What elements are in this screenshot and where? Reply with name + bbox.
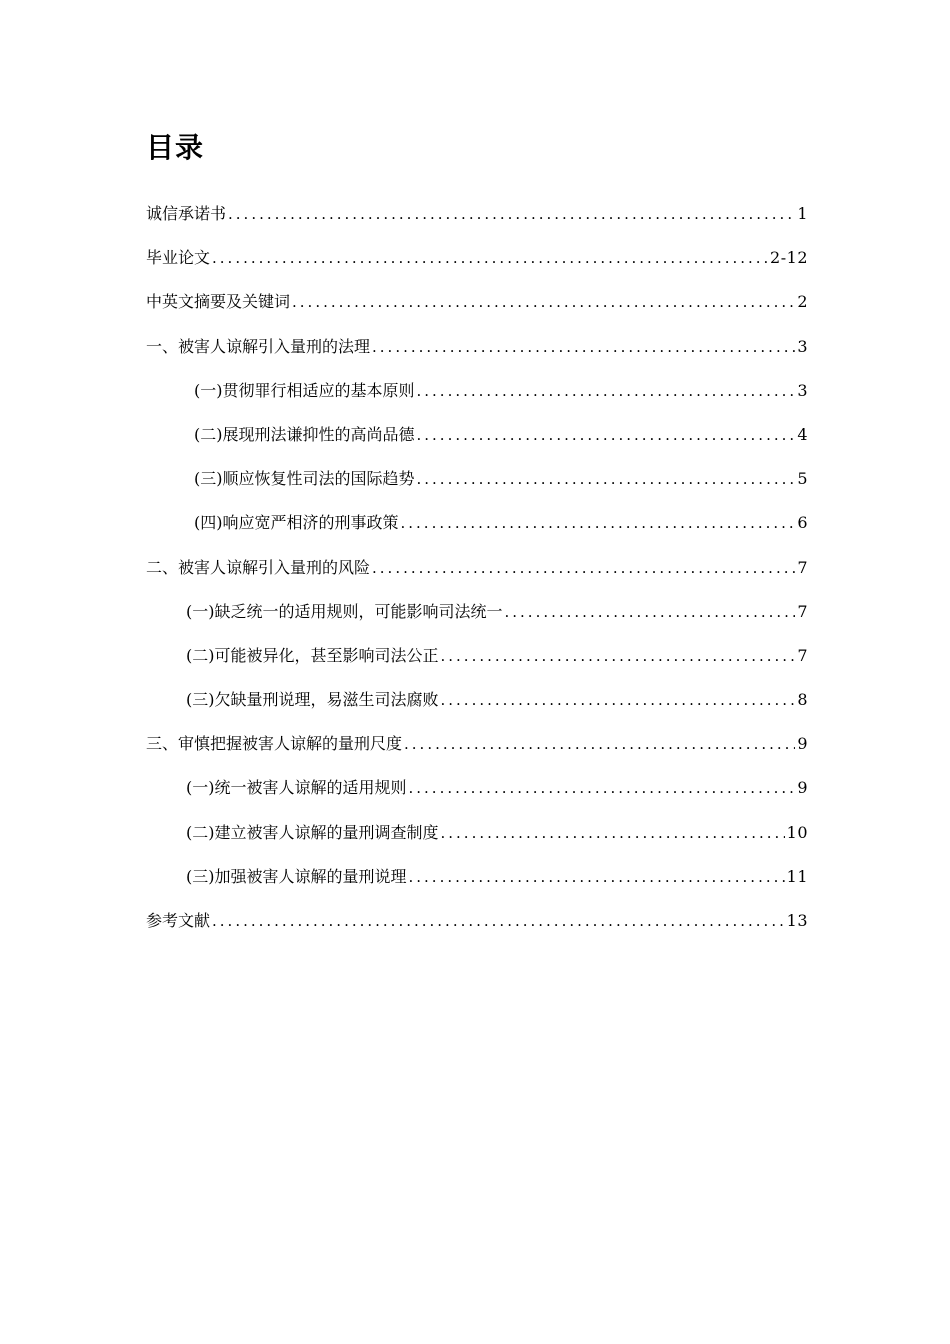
- toc-list: [146, 202, 808, 953]
- toc-entry-label: (二)展现刑法谦抑性的高尚品德: [194, 424, 415, 444]
- toc-entry[interactable]: [146, 423, 808, 467]
- toc-entry-page-number: 2: [797, 292, 808, 312]
- toc-entry-label: (四)响应宽严相济的刑事政策: [194, 513, 399, 533]
- toc-entry-label: (一)缺乏统一的适用规则，可能影响司法统一: [186, 601, 503, 621]
- toc-entry-label: (二)建立被害人谅解的量刑调查制度: [186, 822, 439, 842]
- toc-entry[interactable]: [146, 776, 808, 820]
- toc-entry-page-number: 9: [797, 778, 808, 798]
- toc-dot-leader: [372, 556, 795, 580]
- toc-entry-page-number: 3: [797, 380, 808, 400]
- toc-entry[interactable]: [146, 644, 808, 688]
- toc-entry-label: (二)可能被异化，甚至影响司法公正: [186, 645, 439, 665]
- toc-entry[interactable]: [146, 865, 808, 909]
- toc-entry-page-number: 6: [797, 513, 808, 533]
- toc-entry-page-number: 7: [797, 645, 808, 665]
- toc-dot-leader: [292, 290, 795, 314]
- toc-dot-leader: [401, 511, 796, 535]
- toc-entry-label: (三)加强被害人谅解的量刑说理: [186, 866, 407, 886]
- toc-entry[interactable]: [146, 556, 808, 600]
- toc-entry-page-number: 9: [797, 734, 808, 754]
- toc-entry-label: (一)贯彻罪行相适应的基本原则: [194, 380, 415, 400]
- toc-entry-label: 毕业论文: [146, 248, 211, 268]
- toc-entry-label: (三)顺应恢复性司法的国际趋势: [194, 469, 415, 489]
- toc-dot-leader: [228, 202, 795, 226]
- toc-entry[interactable]: [146, 290, 808, 334]
- toc-entry-label: 诚信承诺书: [146, 204, 227, 223]
- toc-entry-label: (一)统一被害人谅解的适用规则: [186, 778, 407, 798]
- toc-dot-leader: [212, 909, 785, 933]
- toc-entry-page-number: 4: [797, 424, 808, 444]
- toc-entry[interactable]: [146, 335, 808, 379]
- toc-entry[interactable]: [146, 246, 808, 290]
- toc-entry[interactable]: [146, 511, 808, 555]
- toc-dot-leader: [441, 688, 796, 712]
- toc-dot-leader: [409, 776, 796, 800]
- toc-dot-leader: [409, 865, 785, 889]
- toc-entry-label: (三)欠缺量刑说理，易滋生司法腐败: [186, 690, 439, 710]
- toc-entry-page-number: 7: [797, 601, 808, 621]
- toc-dot-leader: [417, 467, 796, 491]
- toc-entry[interactable]: [146, 600, 808, 644]
- toc-entry-label: 二、被害人谅解引入量刑的风险: [146, 557, 371, 577]
- toc-dot-leader: [372, 335, 795, 359]
- toc-entry[interactable]: [146, 202, 808, 246]
- toc-entry-page-number: 8: [797, 690, 808, 710]
- toc-entry-label: 中英文摘要及关键词: [146, 292, 291, 312]
- toc-title: 目录: [146, 131, 205, 164]
- toc-entry-page-number: 7: [797, 557, 808, 577]
- toc-entry-label: 参考文献: [146, 911, 211, 930]
- toc-entry-page-number: 13: [786, 911, 808, 930]
- toc-dot-leader: [441, 644, 796, 668]
- toc-entry-page-number: 5: [797, 469, 808, 489]
- toc-dot-leader: [441, 821, 785, 845]
- toc-entry-page-number: 1: [797, 204, 808, 223]
- toc-entry[interactable]: [146, 732, 808, 776]
- toc-dot-leader: [417, 423, 796, 447]
- toc-dot-leader: [505, 600, 796, 624]
- toc-entry-page-number: 11: [786, 866, 808, 886]
- toc-entry-page-number: 10: [786, 822, 808, 842]
- toc-entry-label: 三、审慎把握被害人谅解的量刑尺度: [146, 734, 403, 754]
- toc-entry[interactable]: [146, 909, 808, 953]
- toc-dot-leader: [212, 246, 768, 270]
- toc-dot-leader: [404, 732, 795, 756]
- toc-entry-page-number: 2-12: [770, 248, 808, 268]
- toc-dot-leader: [417, 379, 796, 403]
- toc-entry-page-number: 3: [797, 336, 808, 356]
- toc-entry[interactable]: [146, 821, 808, 865]
- toc-entry[interactable]: [146, 688, 808, 732]
- toc-entry-label: 一、被害人谅解引入量刑的法理: [146, 336, 371, 356]
- toc-entry[interactable]: [146, 379, 808, 423]
- toc-entry[interactable]: [146, 467, 808, 511]
